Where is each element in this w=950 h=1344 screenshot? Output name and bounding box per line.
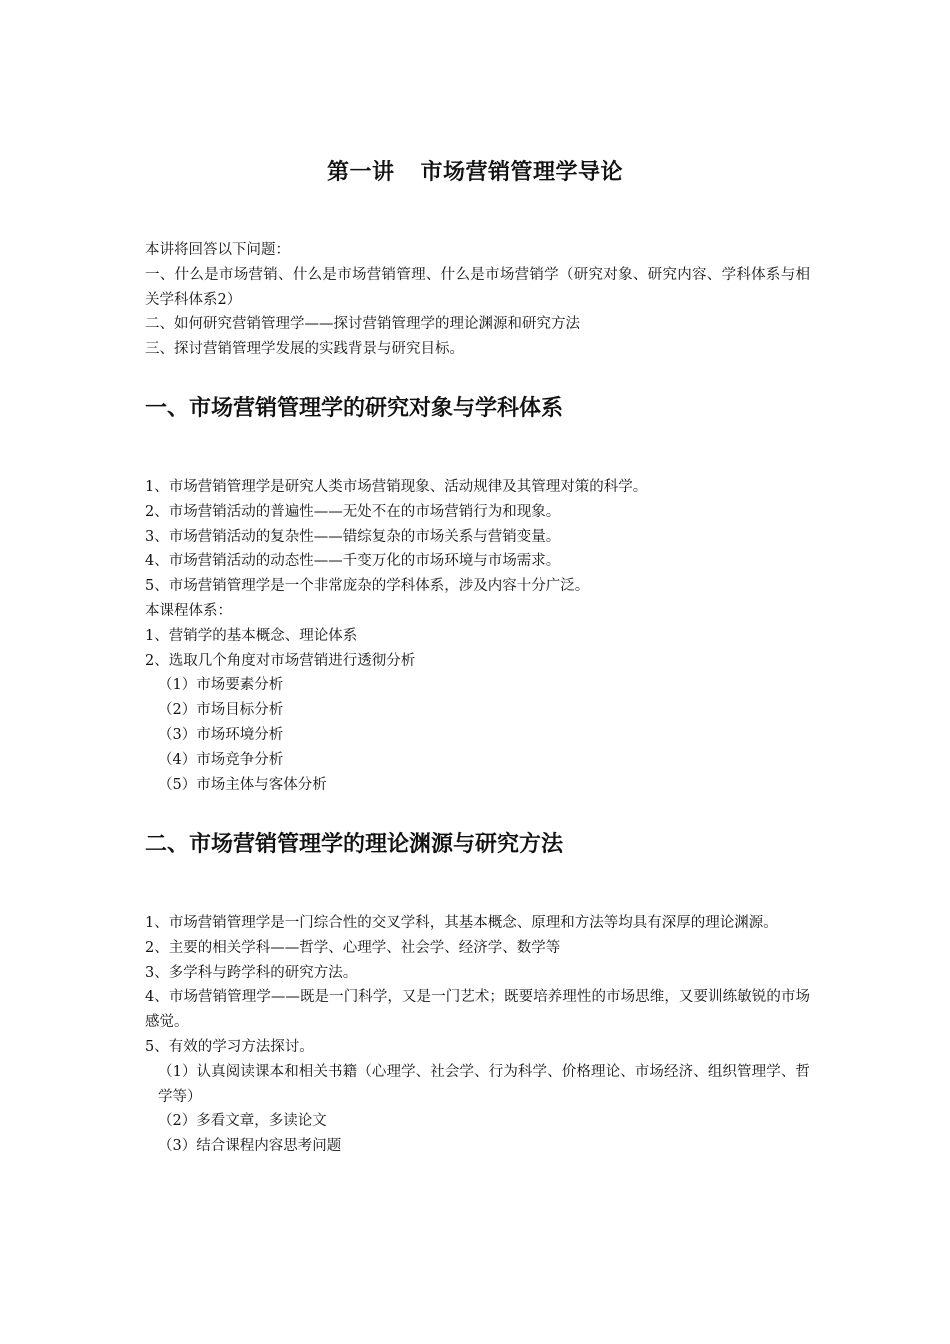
section1-subitem: （4）市场竞争分析: [158, 751, 284, 768]
section1-heading: 一、市场营销管理学的研究对象与学科体系: [145, 396, 564, 421]
section1-subitem: （1）市场要素分析: [158, 677, 284, 694]
page-title-lecture: 第一讲: [326, 160, 395, 185]
section1-line: 3、市场营销活动的复杂性——错综复杂的市场关系与营销变量。: [145, 528, 561, 545]
intro-line: 三、探讨营销管理学发展的实践背景与研究目标。: [145, 341, 464, 358]
section1-line: 本课程体系：: [145, 602, 232, 619]
section2-subitem: （1）认真阅读课本和相关书籍（心理学、社会学、行为科学、价格理论、市场经济、组织管理学、哲学等）: [158, 1063, 810, 1105]
intro-line: 一、什么是市场营销、什么是市场营销管理、什么是市场营销学（研究对象、研究内容、学科体系与相关学科体系2）: [145, 266, 810, 308]
intro-block: [145, 238, 810, 362]
section1-line: 5、市场营销管理学是一个非常庞杂的学科体系，涉及内容十分广泛。: [145, 578, 590, 595]
section2-line: 4、市场营销管理学——既是一门科学，又是一门艺术；既要培养理性的市场思维，又要训练敏锐的市场感觉。: [145, 989, 810, 1031]
section1-line: 1、市场营销管理学是研究人类市场营销现象、活动规律及其管理对策的科学。: [145, 479, 648, 495]
intro-line: 二、如何研究营销管理学——探讨营销管理学的理论渊源和研究方法: [145, 316, 580, 333]
section2-subitem: （3）结合课程内容思考问题: [158, 1138, 342, 1155]
section1-line: 2、市场营销活动的普遍性——无处不在的市场营销行为和现象。: [145, 503, 561, 520]
section1-line: 1、营销学的基本概念、理论体系: [145, 627, 358, 644]
page-title: [0, 157, 950, 189]
section2-line: 2、主要的相关学科——哲学、心理学、社会学、经济学、数学等: [145, 939, 561, 956]
intro-line: 本讲将回答以下问题：: [145, 242, 290, 258]
section2-line: 3、多学科与跨学科的研究方法。: [145, 964, 358, 981]
section2-body: [145, 911, 810, 1159]
page-title-topic: 市场营销管理学导论: [420, 160, 624, 185]
section2-subitem: （2）多看文章，多读论文: [158, 1113, 327, 1130]
section2-line: 5、有效的学习方法探讨。: [145, 1038, 314, 1055]
section1-line: 2、选取几个角度对市场营销进行透彻分析: [145, 652, 416, 669]
section1-subitem: （5）市场主体与客体分析: [158, 776, 327, 793]
section2-line: 1、市场营销管理学是一门综合性的交叉学科，其基本概念、原理和方法等均具有深厚的理论渊源。: [145, 915, 778, 931]
section1-subitem: （2）市场目标分析: [158, 702, 284, 719]
section1-subitem: （3）市场环境分析: [158, 726, 284, 743]
section1-body: [145, 475, 810, 797]
section1-line: 4、市场营销活动的动态性——千变万化的市场环境与市场需求。: [145, 553, 561, 570]
section2-heading: 二、市场营销管理学的理论渊源与研究方法: [145, 832, 564, 857]
